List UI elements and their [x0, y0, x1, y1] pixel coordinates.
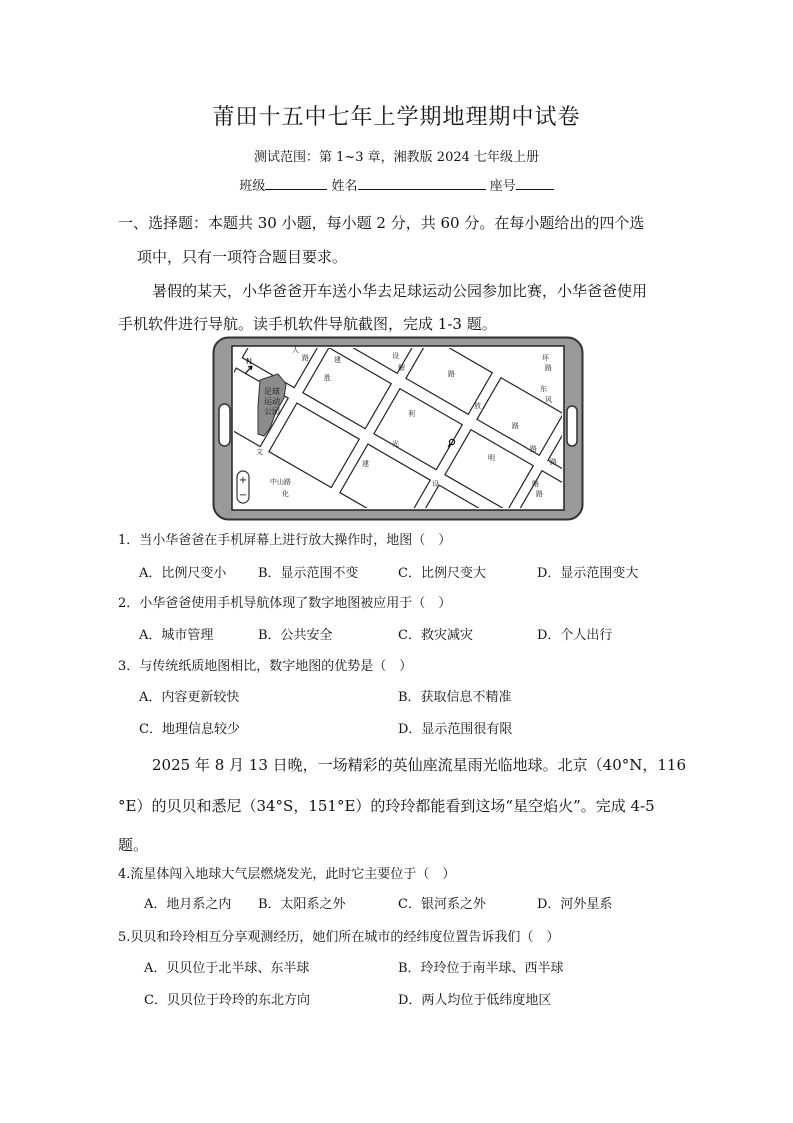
- road-label: 解: [398, 364, 405, 372]
- road-label: 建: [362, 460, 369, 468]
- road-label: 利: [408, 410, 415, 418]
- road-label: 化: [282, 490, 289, 498]
- q5-option-a[interactable]: A．贝贝位于北半球、东半球: [144, 961, 310, 976]
- section-heading-line2: 项中，只有一项符合题目要求。: [137, 248, 348, 266]
- road-label: 路: [550, 458, 557, 466]
- road-label: 明: [488, 454, 495, 462]
- seat-label: 座号: [489, 179, 516, 194]
- question-5-stem: 5.贝贝和玲玲相互分享观测经历，她们所在城市的经纬度位置告诉我们（ ）: [118, 930, 560, 945]
- navigation-map-figure: [212, 336, 584, 521]
- seat-blank[interactable]: [516, 176, 554, 190]
- class-label: 班级: [239, 179, 266, 194]
- road-label: 环: [542, 354, 549, 362]
- q3-option-d[interactable]: D．显示范围很有限: [398, 722, 513, 737]
- q1-option-d[interactable]: D．显示范围变大: [537, 566, 639, 581]
- q3-option-b[interactable]: B．获取信息不精准: [398, 690, 512, 705]
- phone-left-button: [219, 404, 230, 446]
- road-label: 设: [392, 352, 399, 360]
- zoom-out-icon[interactable]: −: [238, 490, 248, 501]
- class-blank[interactable]: [265, 176, 327, 190]
- road-label-zhongshan: 中山路: [270, 478, 291, 486]
- zoom-in-icon[interactable]: +: [238, 475, 248, 486]
- question-1-stem: 1．当小华爸爸在手机屏幕上进行放大操作时，地图（ ）: [118, 533, 452, 548]
- q2-option-d[interactable]: D．个人出行: [537, 628, 613, 643]
- park-label-3: 公园: [264, 407, 280, 416]
- road-label: 路: [545, 364, 552, 372]
- question-4-stem: 4.流星体闯入地球大气层燃烧发光，此时它主要位于（ ）: [118, 867, 456, 882]
- name-blank[interactable]: [358, 176, 486, 190]
- q1-option-c[interactable]: C．比例尺变大: [398, 566, 486, 581]
- road-label: 建: [334, 356, 341, 364]
- q3-option-a[interactable]: A．内容更新较快: [139, 690, 240, 705]
- park-label-2: 运动: [264, 397, 280, 406]
- section-heading-line1: 一、选择题：本题共 30 小题，每小题 2 分，共 60 分。在每小题给出的四个选: [118, 214, 645, 232]
- question-2-stem: 2．小华爸爸使用手机导航体现了数字地图被应用于（ ）: [118, 596, 452, 611]
- road-label: 路: [532, 480, 539, 488]
- park-label-1: 足球: [264, 387, 280, 396]
- q2-option-b[interactable]: B．公共安全: [258, 628, 333, 643]
- road-label: 设: [432, 480, 439, 488]
- q4-option-c[interactable]: C．银河系之外: [398, 897, 486, 912]
- q4-option-b[interactable]: B．太阳系之外: [258, 897, 346, 912]
- q3-option-c[interactable]: C．地理信息较少: [139, 722, 240, 737]
- q2-option-a[interactable]: A．城市管理: [139, 628, 214, 643]
- q4-option-d[interactable]: D．河外星系: [537, 897, 613, 912]
- passage1-line1: 暑假的某天，小华爸爸开车送小华去足球运动公园参加比赛，小华爸爸使用: [152, 282, 648, 300]
- road-label: 文: [256, 448, 263, 456]
- exam-title: 莆田十五中七年上学期地理期中试卷: [212, 105, 581, 130]
- q5-option-d[interactable]: D．两人均位于低纬度地区: [398, 993, 552, 1008]
- passage2-line2: °E）的贝贝和悉尼（34°S，151°E）的玲玲都能看到这场“星空焰火”。完成 4-5: [118, 797, 655, 815]
- passage2-line1: 2025 年 8 月 13 日晚，一场精彩的英仙座流星雨光临地球。北京（40°N，116: [152, 756, 686, 774]
- name-label: 姓名: [331, 179, 358, 194]
- road-label: 路: [448, 370, 455, 378]
- road-label: 东: [540, 385, 547, 393]
- q5-option-c[interactable]: C．贝贝位于玲玲的东北方向: [144, 993, 310, 1008]
- road-label: 人: [292, 346, 299, 354]
- north-label: N: [246, 357, 252, 366]
- q5-option-b[interactable]: B．玲玲位于南半球、西半球: [398, 961, 564, 976]
- road-label: 光: [392, 440, 399, 448]
- student-info-line: [0, 175, 793, 194]
- passage2-line3: 题。: [118, 836, 149, 854]
- road-label: 路: [536, 490, 543, 498]
- passage1-line2: 手机软件进行导航。读手机软件导航截图，完成 1-3 题。: [118, 315, 497, 333]
- phone-map-svg: [212, 336, 584, 521]
- exam-scope: 测试范围：第 1~3 章，湘教版 2024 七年级上册: [253, 150, 540, 165]
- road-label: 放: [474, 402, 481, 410]
- question-3-stem: 3．与传统纸质地图相比，数字地图的优势是（ ）: [118, 659, 413, 674]
- q1-option-a[interactable]: A．比例尺变小: [139, 566, 227, 581]
- road-label: 风: [545, 396, 552, 404]
- q4-option-a[interactable]: A．地月系之内: [144, 897, 232, 912]
- road-label: 胜: [324, 374, 331, 382]
- q2-option-c[interactable]: C．救灾减灾: [398, 628, 473, 643]
- road-label: 路: [302, 354, 309, 362]
- road-label: 路: [512, 422, 519, 430]
- road-label: 路: [530, 445, 537, 453]
- phone-right-button: [567, 406, 577, 446]
- q1-option-b[interactable]: B．显示范围不变: [258, 566, 359, 581]
